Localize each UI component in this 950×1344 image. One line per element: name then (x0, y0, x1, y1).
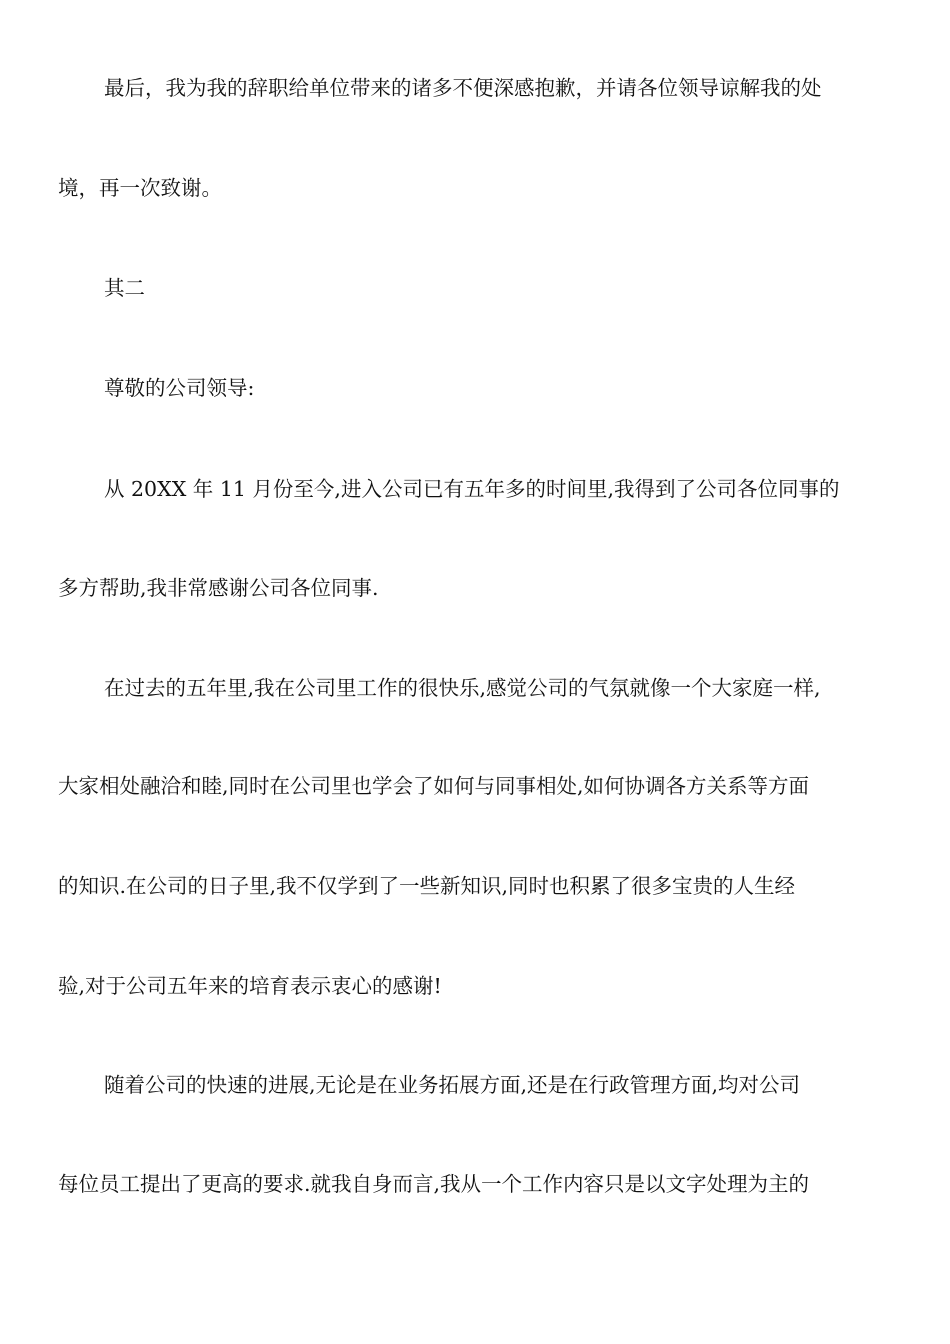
paragraph-line: 境，再一次致谢。 (58, 176, 222, 200)
paragraph-line: 多方帮助,我非常感谢公司各位同事. (58, 576, 379, 600)
salutation: 尊敬的公司领导: (104, 376, 255, 400)
paragraph-line: 随着公司的快速的进展,无论是在业务拓展方面,还是在行政管理方面,均对公司 (104, 1073, 801, 1097)
paragraph-line: 每位员工提出了更高的要求.就我自身而言,我从一个工作内容只是以文字处理为主的 (58, 1172, 810, 1196)
paragraph-line: 最后，我为我的辞职给单位带来的诸多不便深感抱歉，并请各位领导谅解我的处 (104, 76, 822, 100)
paragraph-line: 大家相处融洽和睦,同时在公司里也学会了如何与同事相处,如何协调各方关系等方面 (58, 774, 810, 798)
paragraph-line: 在过去的五年里,我在公司里工作的很快乐,感觉公司的气氛就像一个大家庭一样, (104, 676, 821, 700)
paragraph-line: 验,对于公司五年来的培育表示衷心的感谢! (58, 974, 442, 998)
paragraph-line: 的知识.在公司的日子里,我不仅学到了一些新知识,同时也积累了很多宝贵的人生经 (58, 874, 796, 898)
section-heading: 其二 (104, 276, 145, 300)
paragraph-line: 从 20XX 年 11 月份至今,进入公司已有五年多的时间里,我得到了公司各位同事的 (104, 477, 840, 501)
